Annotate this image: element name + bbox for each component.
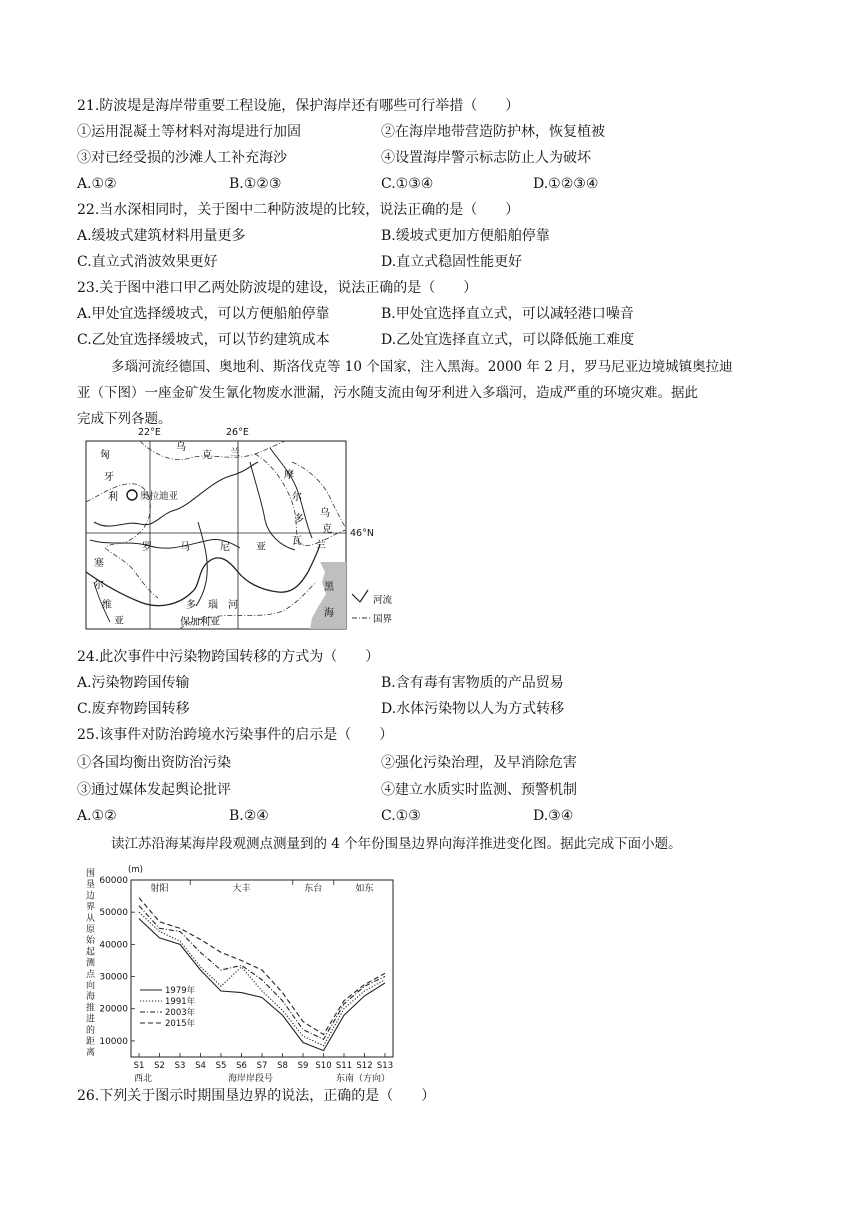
q21-option-c: C.①③④: [381, 176, 434, 192]
q25-item-4: ④建立水质实时监测、预警机制: [381, 782, 577, 798]
passage1-line-1: 多瑙河流经德国、奥地利、斯洛伐克等 10 个国家，注入黑海。2000 年 2 月，罗马尼亚边境城镇奥拉迪: [111, 359, 733, 375]
y-axis-label-char: 海: [86, 992, 96, 1003]
legend-river-icon: [352, 590, 368, 602]
q21-item-1: ①运用混凝土等材料对海堤进行加固: [77, 124, 301, 140]
q22-option-a: A.缓坡式建筑材料用量更多: [77, 228, 246, 244]
serbia-label-4: 亚: [114, 616, 124, 627]
hungary-label-1: 匈: [100, 450, 110, 461]
plot-frame: [131, 880, 393, 1057]
y-axis-label: [86, 868, 96, 1058]
q23-option-b: B.甲处宜选择直立式，可以减轻港口噪音: [381, 306, 634, 322]
bulgaria-label: 保加利亚: [180, 617, 220, 628]
ukraine-label-1: 乌: [176, 442, 186, 453]
ukraine-label-3: 兰: [230, 448, 240, 459]
x-tick-label: S7: [256, 1061, 268, 1071]
x-tick-label: S5: [215, 1061, 227, 1071]
q21-stem: 21.防波堤是海岸带重要工程设施，保护海岸还有哪些可行举措（ ）: [77, 98, 520, 114]
y-axis-label-char: 离: [86, 1048, 96, 1059]
moldova-label-3: 多: [294, 514, 304, 525]
q24-option-d: D.水体污染物以人为方式转移: [381, 701, 565, 717]
q25-item-1: ①各国均衡出资防治污染: [77, 755, 231, 771]
romania-label-4: 亚: [256, 542, 266, 553]
q21-item-4: ④设置海岸警示标志防止人为破坏: [381, 150, 591, 166]
y-axis-label-char: 从: [86, 913, 96, 924]
q25-option-a: A.①②: [77, 808, 117, 824]
q25-option-b: B.②④: [229, 808, 269, 824]
hungary-label-3: 利: [108, 492, 118, 503]
q24-stem: 24.此次事件中污染物跨国转移的方式为（ ）: [77, 649, 380, 665]
x-tick-label: S13: [376, 1061, 394, 1071]
q25-stem: 25.该事件对防治跨境水污染事件的启示是（ ）: [77, 727, 394, 743]
region-label: 东台: [304, 884, 323, 894]
y-tick-label: 40000: [99, 940, 128, 951]
x-tick-label: S2: [154, 1061, 165, 1071]
q25-option-c: C.①③: [381, 808, 421, 824]
y-axis-label-char: 围: [86, 869, 96, 879]
region-label: 射阳: [150, 884, 169, 894]
x-tick-label: S1: [133, 1061, 145, 1071]
q23-option-a: A.甲处宜选择缓坡式，可以方便船舶停靠: [77, 306, 330, 322]
legend-river-label: 河流: [373, 595, 393, 606]
ukraine2-label-1: 乌: [320, 508, 330, 519]
danube-label-3: 河: [228, 600, 238, 611]
romania-label-1: 罗: [142, 542, 152, 553]
q22-option-b: B.缓坡式更加方便船舶停靠: [381, 228, 550, 244]
serbia-label-1: 塞: [94, 558, 104, 569]
danube-map: [80, 422, 440, 637]
legend-label: 1979年: [165, 986, 196, 996]
y-axis-label-char: 原: [86, 925, 96, 935]
q21-item-2: ②在海岸地带营造防护林，恢复植被: [381, 124, 605, 140]
q21-option-d: D.①②③④: [533, 176, 599, 192]
q23-stem: 23.关于图中港口甲乙两处防波堤的建设，说法正确的是（ ）: [77, 280, 478, 296]
moldova-label-4: 瓦: [292, 536, 302, 547]
moldova-label-2: 尔: [292, 492, 302, 503]
region-label: 大丰: [232, 884, 251, 894]
q25-option-d: D.③④: [533, 808, 574, 824]
series-line-1979年: [139, 919, 385, 1051]
q22-option-c: C.直立式消波效果更好: [77, 254, 218, 270]
y-axis-label-char: 始: [86, 936, 96, 947]
legend-label: 1991年: [165, 997, 196, 1007]
region-label: 如东: [355, 884, 374, 894]
legend-border-label: 国界: [373, 614, 393, 625]
x-tick-label: S3: [174, 1061, 186, 1071]
x-left-note: 西北: [134, 1074, 153, 1083]
danube-label-2: 瑙: [208, 600, 218, 611]
passage2-line: 读江苏沿海某海岸段观测点测量到的 4 个年份围垦边界向海洋推进变化图。据此完成下面小题。: [111, 836, 682, 852]
y-axis-label-char: 推: [86, 1003, 96, 1014]
y-axis-label-char: 点: [86, 969, 96, 980]
y-axis-label-char: 向: [86, 981, 96, 991]
moldova-label-1: 摩: [284, 470, 294, 481]
ukraine-label-2: 克: [202, 450, 212, 461]
x-tick-label: S6: [236, 1061, 247, 1071]
lat-46: 46°N: [350, 528, 374, 539]
y-tick-label: 50000: [99, 908, 128, 919]
y-axis-label-char: 距: [86, 1037, 96, 1047]
ukraine2-label-3: 兰: [316, 540, 326, 551]
lon-22: 22°E: [138, 427, 161, 438]
y-axis-label-char: 界: [86, 902, 96, 913]
reclamation-boundary-chart: [78, 858, 408, 1083]
x-tick-label: S8: [277, 1061, 288, 1071]
lon-26: 26°E: [226, 427, 249, 438]
q25-item-3: ③通过媒体发起舆论批评: [77, 782, 231, 798]
y-axis-label-char: 起: [86, 947, 96, 958]
passage1-line-3: 完成下列各题。: [77, 411, 172, 427]
legend-label: 2015年: [165, 1019, 196, 1029]
y-axis-label-char: 测: [86, 958, 96, 969]
x-tick-label: S4: [195, 1061, 206, 1071]
x-axis-label: 海岸岸段号: [228, 1074, 274, 1083]
q23-option-c: C.乙处宜选择缓坡式，可以节约建筑成本: [77, 332, 330, 348]
x-tick-label: S12: [356, 1061, 373, 1071]
blacksea-label-1: 黑: [324, 582, 334, 593]
y-axis-label-char: 垦: [86, 880, 96, 891]
legend-label: 2003年: [165, 1008, 196, 1018]
q26-stem: 26.下列关于图示时期围垦边界的说法，正确的是（ ）: [77, 1088, 436, 1104]
q21-option-a: A.①②: [77, 176, 117, 192]
y-tick-label: 10000: [99, 1036, 128, 1047]
x-right-note: 东南（方向）: [336, 1074, 391, 1083]
y-tick-label: 20000: [99, 1004, 128, 1015]
y-tick-label: 60000: [99, 876, 128, 886]
q23-option-d: D.乙处宜选择直立式，可以降低施工难度: [381, 332, 635, 348]
y-axis-label-char: 的: [86, 1025, 96, 1036]
oradea-city-marker: [127, 490, 137, 500]
y-unit-label: (m): [128, 865, 143, 875]
romania-label-2: 马: [180, 542, 190, 553]
q24-option-b: B.含有毒有害物质的产品贸易: [381, 675, 564, 691]
y-tick-label: 30000: [99, 972, 128, 983]
serbia-label-3: 维: [102, 600, 112, 611]
y-axis-label-char: 进: [86, 1014, 96, 1025]
oradea-label: 奥拉迪亚: [140, 491, 179, 502]
q21-option-b: B.①②③: [229, 176, 282, 192]
q21-item-3: ③对已经受损的沙滩人工补充海沙: [77, 150, 287, 166]
x-tick-label: S10: [315, 1061, 332, 1071]
x-tick-label: S11: [335, 1061, 353, 1071]
hungary-label-2: 牙: [104, 472, 114, 483]
q24-option-a: A.污染物跨国传输: [77, 675, 190, 691]
blacksea-label-2: 海: [324, 608, 334, 619]
ukraine2-label-2: 克: [322, 524, 332, 535]
q22-stem: 22.当水深相同时，关于图中二种防波堤的比较，说法正确的是（ ）: [77, 202, 520, 218]
serbia-label-2: 尔: [94, 580, 104, 591]
y-axis-label-char: 边: [86, 891, 96, 902]
danube-label-1: 多: [186, 600, 196, 611]
q24-option-c: C.废弃物跨国转移: [77, 701, 190, 717]
romania-label-3: 尼: [220, 542, 230, 553]
passage1-line-2: 亚（下图）一座金矿发生氰化物废水泄漏，污水随支流由匈牙利进入多瑙河，造成严重的环境灾难。据此: [77, 385, 698, 401]
q22-option-d: D.直立式稳固性能更好: [381, 254, 523, 270]
q25-item-2: ②强化污染治理，及早消除危害: [381, 755, 577, 771]
x-tick-label: S9: [297, 1061, 309, 1071]
